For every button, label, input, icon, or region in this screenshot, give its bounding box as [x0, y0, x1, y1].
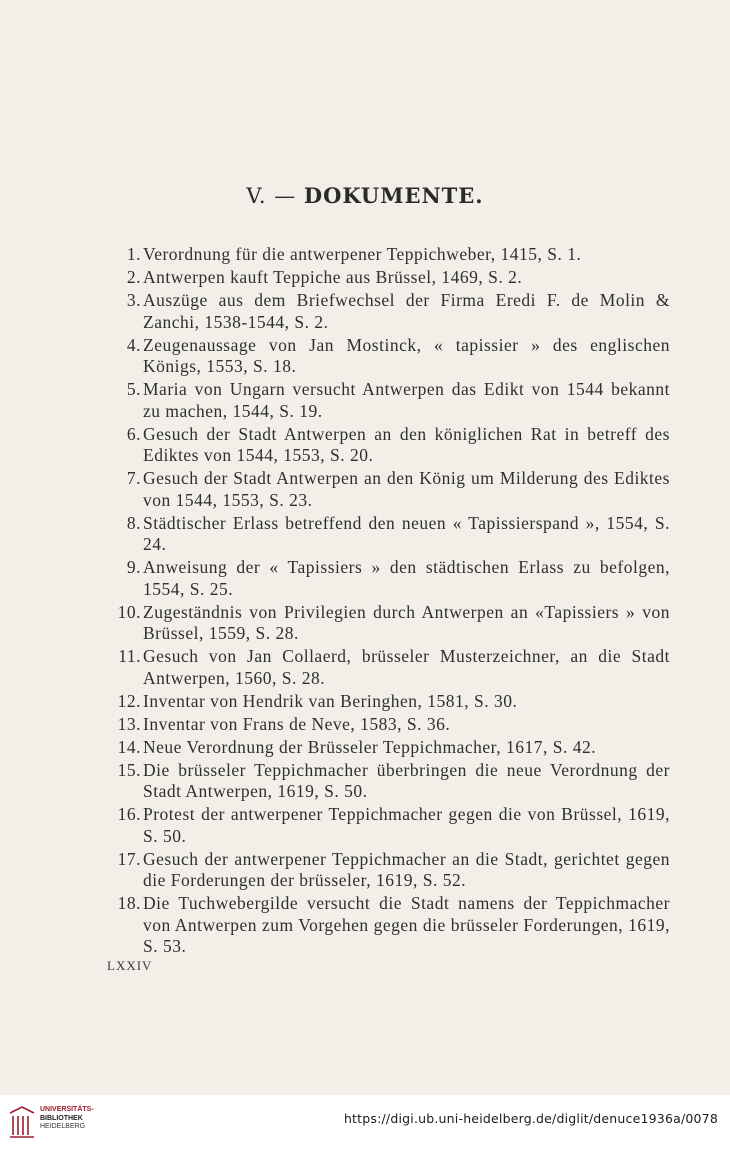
- item-number: 9.: [126, 557, 141, 577]
- permalink-url[interactable]: https://digi.ub.uni-heidelberg.de/diglit/denuce1936a/0078: [343, 1111, 718, 1126]
- item-text: Protest der antwerpener Teppichmacher gegen die von Brüssel, 1619, S. 50.: [143, 804, 670, 846]
- item-text: Zeugenaussage von Jan Mostinck, « tapissier » des englischen Königs, 1553, S. 18.: [143, 334, 670, 376]
- item-number: 13.: [117, 713, 141, 734]
- item-text: Gesuch der Stadt Antwerpen an den königlichen Rat in betreff des Ediktes von 1544, 1553, S. 20.: [143, 423, 670, 465]
- item-number: 12.: [117, 690, 141, 711]
- item-number: 11.: [118, 646, 141, 666]
- document-list-item: [100, 557, 670, 600]
- document-list-item: [100, 379, 670, 422]
- item-text: Auszüge aus dem Briefwechsel der Firma Eredi F. de Molin & Zanchi, 1538-1544, S. 2.: [143, 290, 670, 332]
- item-text: Anweisung der « Tapissiers » den städtischen Erlass zu befolgen, 1554, S. 25.: [143, 557, 670, 599]
- item-number: 17.: [117, 848, 141, 869]
- document-list-item: [100, 468, 670, 511]
- document-list-item: [100, 267, 670, 289]
- item-text: Gesuch der Stadt Antwerpen an den König um Milderung des Ediktes von 1544, 1553, S. 23.: [143, 468, 670, 510]
- item-number: 3.: [126, 290, 141, 310]
- item-number: 16.: [117, 804, 141, 824]
- item-text: Die Tuchwebergilde versucht die Stadt namens der Teppichmacher von Antwerpen zum Vorgehen gegen die brüsseler Forderungen, 1619, S. 53.: [143, 893, 670, 956]
- item-text: Zugeständnis von Privilegien durch Antwerpen an «Tapissiers » von Brüssel, 1559, S. 28.: [143, 601, 670, 643]
- item-number: 8.: [126, 512, 141, 533]
- item-number: 2.: [126, 267, 141, 287]
- document-list-item: [100, 804, 670, 847]
- document-list-item: [100, 760, 670, 803]
- title-prefix: V. —: [246, 184, 304, 208]
- document-list-item: [100, 646, 670, 689]
- document-list-item: [100, 893, 670, 958]
- document-list-item: [100, 335, 670, 378]
- item-text: Die brüsseler Teppichmacher überbringen die neue Verordnung der Stadt Antwerpen, 1619, S. 50.: [143, 759, 670, 801]
- item-number: 1.: [126, 244, 141, 264]
- item-number: 14.: [117, 736, 141, 757]
- document-list-item: [100, 290, 670, 333]
- item-number: 7.: [126, 468, 141, 488]
- logo-line-3: HEIDELBERG: [40, 1123, 86, 1130]
- document-list-item: [100, 602, 670, 645]
- logo-line-2: BIBLIOTHEK: [40, 1114, 83, 1122]
- item-number: 6.: [126, 423, 141, 444]
- item-text: Inventar von Hendrik van Beringhen, 1581, S. 30.: [143, 690, 518, 711]
- item-number: 5.: [126, 379, 141, 399]
- viewer-footer: [0, 1095, 730, 1155]
- document-list-item: [100, 849, 670, 892]
- document-list: [100, 244, 670, 958]
- document-list-item: [100, 714, 670, 736]
- library-logo-icon: [8, 1105, 36, 1139]
- document-list-item: [100, 513, 670, 556]
- item-text: Gesuch von Jan Collaerd, brüsseler Musterzeichner, an die Stadt Antwerpen, 1560, S. 28.: [143, 646, 670, 688]
- title-main: DOKUMENTE.: [303, 183, 484, 208]
- item-text: Maria von Ungarn versucht Antwerpen das Edikt von 1544 bekannt zu machen, 1544, S. 19.: [143, 379, 670, 421]
- item-number: 10.: [117, 601, 141, 622]
- item-number: 15.: [117, 759, 141, 780]
- document-list-item: [100, 424, 670, 467]
- item-number: 18.: [117, 893, 141, 913]
- item-text: Inventar von Frans de Neve, 1583, S. 36.: [143, 713, 451, 734]
- item-number: 4.: [126, 334, 141, 355]
- item-text: Städtischer Erlass betreffend den neuen « Tapissierspand », 1554, S. 24.: [143, 512, 670, 554]
- item-text: Gesuch der antwerpener Teppichmacher an die Stadt, gerichtet gegen die Forderungen der brüsseler, 1619, S. 52.: [143, 848, 670, 890]
- item-text: Verordnung für die antwerpener Teppichweber, 1415, S. 1.: [143, 244, 582, 264]
- item-text: Neue Verordnung der Brüsseler Teppichmacher, 1617, S. 42.: [143, 736, 597, 757]
- page-number: LXXIV: [107, 958, 153, 973]
- library-logo-text: [40, 1106, 94, 1132]
- document-list-item: [100, 244, 670, 266]
- item-text: Antwerpen kauft Teppiche aus Brüssel, 1469, S. 2.: [143, 267, 523, 287]
- document-list-item: [100, 691, 670, 713]
- page-title: [0, 183, 730, 208]
- document-list-item: [100, 737, 670, 759]
- logo-line-1: UNIVERSITÄTS-: [40, 1106, 94, 1113]
